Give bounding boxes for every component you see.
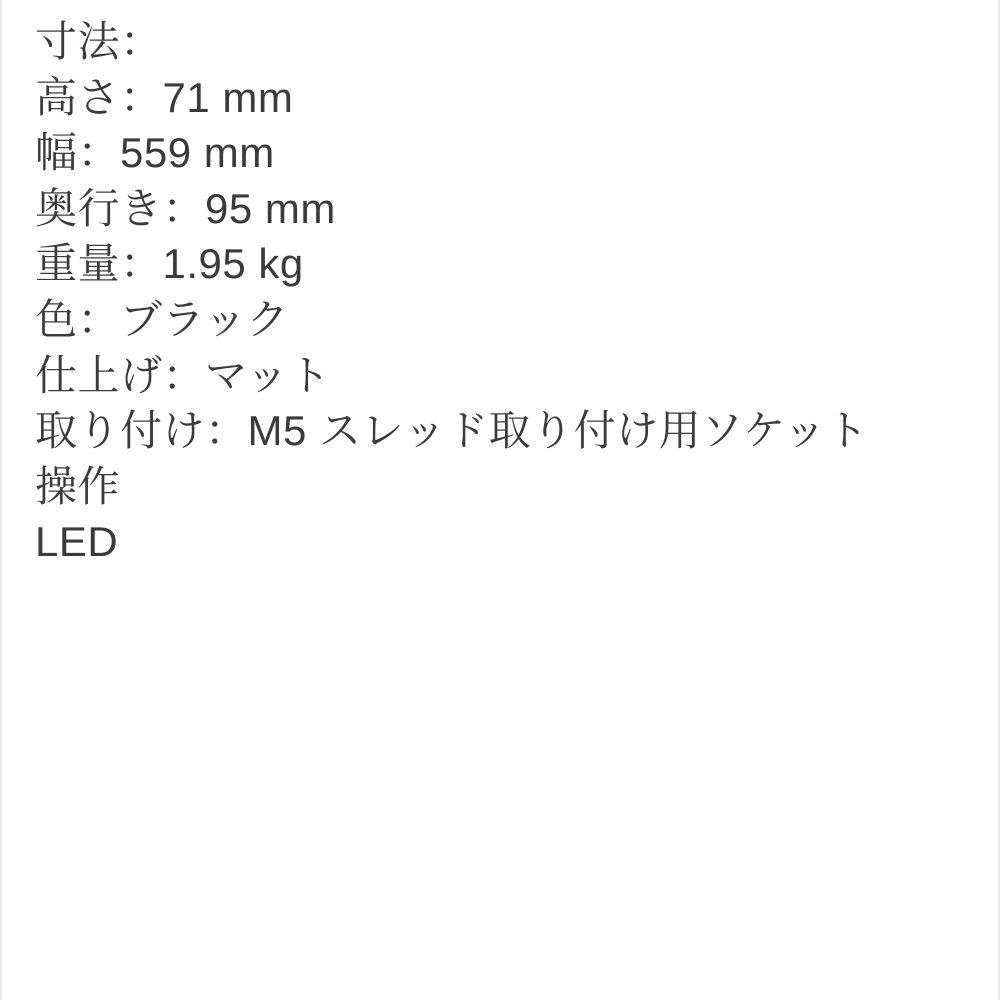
spec-line-led-heading: LED	[35, 518, 119, 566]
spec-line-operation-heading: 操作	[35, 462, 121, 510]
spec-line-mounting: 取り付け：M5 スレッド取り付け用ソケット	[35, 407, 869, 455]
spec-line-dimensions-heading: 寸法：	[35, 18, 163, 65]
spec-line-finish: 仕上げ：マット	[35, 351, 331, 399]
spec-line-color: 色：ブラック	[35, 295, 290, 343]
spec-line-weight: 重量：1.95 kg	[35, 240, 304, 288]
spec-line-width: 幅：559 mm	[35, 129, 275, 177]
spec-line-height: 高さ：71 mm	[35, 73, 294, 121]
spec-text-block	[35, 14, 978, 570]
spec-line-depth: 奥行き：95 mm	[35, 184, 336, 232]
